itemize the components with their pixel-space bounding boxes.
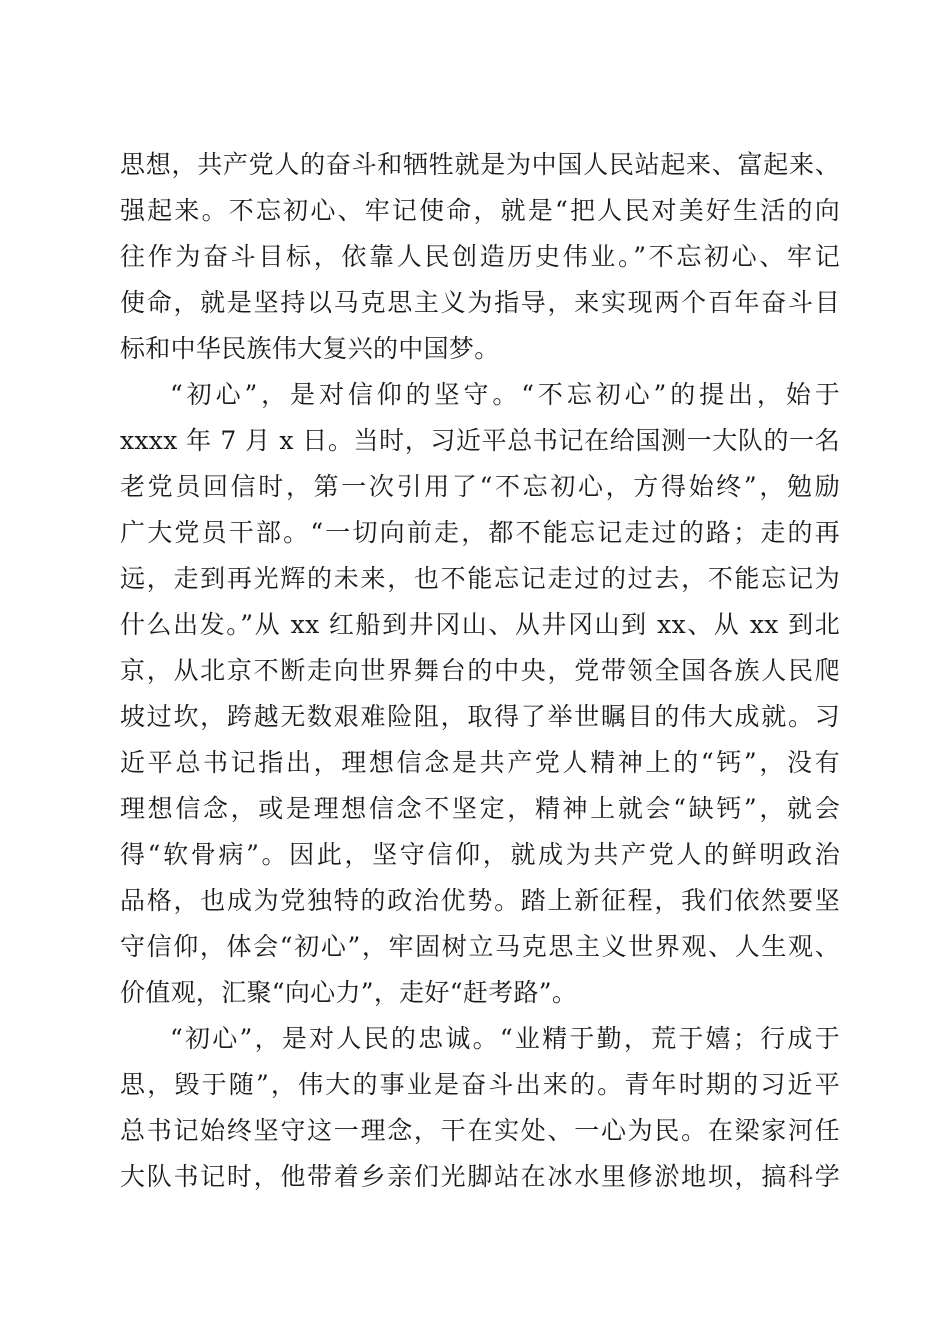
text-line: 守信仰，体会“初心”，牢固树立马克思主义世界观、人生观、 xyxy=(120,932,840,961)
text-line: 思想，共产党人的奋斗和牺牲就是为中国人民站起来、富起来、 xyxy=(120,150,840,179)
text-line: 大队书记时，他带着乡亲们光脚站在冰水里修淤地坝，搞科学 xyxy=(120,1162,840,1191)
text-line: 往作为奋斗目标，依靠人民创造历史伟业。”不忘初心、牢记 xyxy=(120,242,840,271)
text-line: 使命，就是坚持以马克思主义为指导，来实现两个百年奋斗目 xyxy=(120,288,840,317)
text-line: 近平总书记指出，理想信念是共产党人精神上的“钙”，没有 xyxy=(120,748,840,777)
text-line: 总书记始终坚守这一理念，干在实处、一心为民。在梁家河任 xyxy=(120,1116,840,1145)
text-line: 什么出发。”从 xx 红船到井冈山、从井冈山到 xx、从 xx 到北 xyxy=(120,610,840,639)
text-line: 坡过坎，跨越无数艰难险阻，取得了举世瞩目的伟大成就。习 xyxy=(120,702,840,731)
text-line: 京，从北京不断走向世界舞台的中央，党带领全国各族人民爬 xyxy=(120,656,840,685)
text-line: xxxx 年 7 月 x 日。当时，习近平总书记在给国测一大队的一名 xyxy=(120,426,840,455)
paragraph-first-line: “初心”，是对信仰的坚守。“不忘初心”的提出，始于 xyxy=(170,380,840,409)
text-line: 价值观，汇聚“向心力”，走好“赶考路”。 xyxy=(120,978,578,1007)
text-line: 得“软骨病”。因此，坚守信仰，就成为共产党人的鲜明政治 xyxy=(120,840,840,869)
paragraph-first-line: “初心”，是对人民的忠诚。“业精于勤，荒于嬉；行成于 xyxy=(170,1024,840,1053)
text-line: 标和中华民族伟大复兴的中国梦。 xyxy=(120,334,500,363)
text-line: 远，走到再光辉的未来，也不能忘记走过的过去，不能忘记为 xyxy=(120,564,840,593)
text-line: 思，毁于随”，伟大的事业是奋斗出来的。青年时期的习近平 xyxy=(120,1070,840,1099)
text-line: 广大党员干部。“一切向前走，都不能忘记走过的路；走的再 xyxy=(120,518,840,547)
text-line: 强起来。不忘初心、牢记使命，就是“把人民对美好生活的向 xyxy=(120,196,840,225)
text-line: 老党员回信时，第一次引用了“不忘初心，方得始终”，勉励 xyxy=(120,472,840,501)
text-line: 品格，也成为党独特的政治优势。踏上新征程，我们依然要坚 xyxy=(120,886,840,915)
text-line: 理想信念，或是理想信念不坚定，精神上就会“缺钙”，就会 xyxy=(120,794,840,823)
